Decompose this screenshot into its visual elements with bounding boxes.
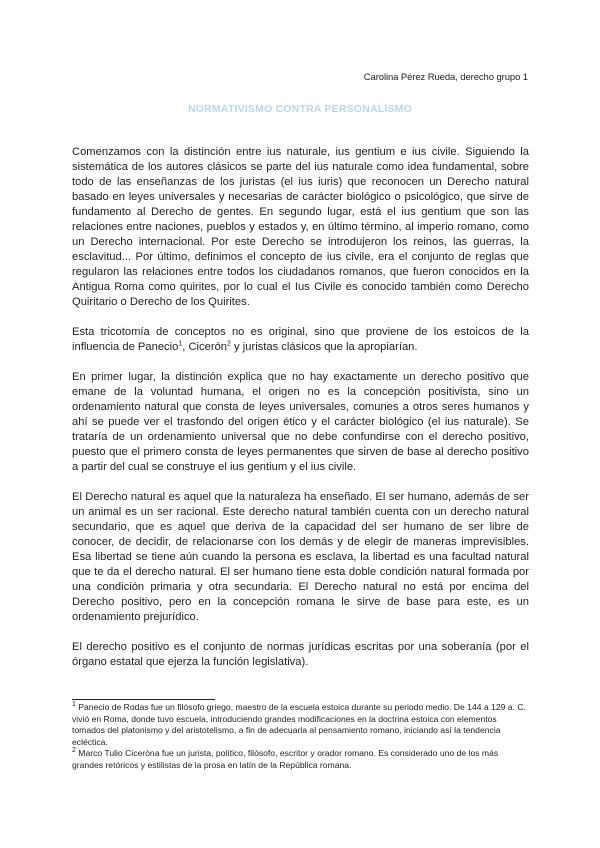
author-header: Carolina Pérez Rueda, derecho grupo 1 [363,72,528,83]
footnotes [72,702,529,772]
paragraph-4: El Derecho natural es aquel que la naturaleza ha enseñado. El ser humano, además de ser un animal es un ser racional. Este derecho natural también cuenta con un derecho natural secundario, que es aquel que deriva de la capacidad del ser humano de ser libre de conocer, de decidir, de relacionarse con los demás y de elegir de maneras imprevisibles. Esa libertad se tiene aún cuando la persona es esclava, la libertad es una facultad natural que te da el derecho natural. El ser humano tiene esta doble condición natural formada por una condición primaria y otra secundaria. El Derecho natural no está por encima del Derecho positivo, pero en la concepción romana le sirve de base para este, es un ordenamiento prejurídico. [72,491,529,623]
footnote-marker-2: 2 [72,747,76,755]
footnote-divider [72,699,215,700]
paragraph-2-text-a: Esta tricotomía de conceptos no es original, sino que proviene de los estoicos de la influencia de Panecio [72,326,529,353]
paragraph-1: Comenzamos con la distinción entre ius naturale, ius gentium e ius civile. Siguiendo la sistemática de los autores clásicos se parte del ius naturale como idea fundamental, sobre todo de las enseñanzas de los juristas (el ius iuris) que reconocen un Derecho natural basado en leyes universales y necesarias de carácter biológico o psicológico, que sirve de fundamento al Derecho de gentes. En segundo lugar, está el ius gentium que son las relaciones entre naciones, pueblos y estados y, en último término, al imperio romano, como un Derecho internacional. Por este Derecho se introdujeron los reinos, las guerras, la esclavitud... Por último, definimos el concepto de ius civile, era el conjunto de reglas que regularon las relaciones entre todos los ciudadanos romanos, que fueron conocidos en la Antigua Roma como quirites, por lo cual el Ius Civile es conocido también como Derecho Quiritario o Derecho de los Quirites. [72,146,529,308]
paragraph-2-text-c: y juristas clásicos que la apropiarían. [230,341,418,353]
footnote-ref-1[interactable]: 1 [178,340,183,348]
document-title: NORMATIVISMO CONTRA PERSONALISMO [188,103,412,115]
footnote-2-text: Marco Tulio Cicerónа fue un jurista, político, filósofo, escritor y orador romano. Es considerado uno de los más grandes retóricos y estilistas de la prosa en latín de la República romana. [72,748,499,770]
footnote-1 [72,702,529,748]
footnote-marker-1: 1 [72,701,76,709]
footnote-ref-2[interactable]: 2 [227,340,231,348]
document-body [72,145,529,685]
footnote-1-text: Panecio de Rodas fue un filósofo griego, maestro de la escuela estoica durante su periodo medio. De 144 a 129 a. C. vivió en Roma, donde tuvo escuela, introduciendo grandes modificaciones en la doctrina estoica con elementos tomados del platonismo y del aristotelismo, a fin de adecuarla al pensamiento romano, iniciando así la tendencia ecléctica. [72,702,526,747]
paragraph-2 [72,325,529,355]
paragraph-2-text-b: , Cicerón [182,341,228,353]
footnote-2 [72,748,529,771]
paragraph-5: El derecho positivo es el conjunto de normas jurídicas escritas por una soberanía (por el órgano estatal que ejerza la función legislativa). [72,641,529,668]
paragraph-3: En primer lugar, la distinción explica que no hay exactamente un derecho positivo que emane de la voluntad humana, el origen no es la concepción positivista, sino un ordenamiento natural que consta de leyes universales, comunes a otros seres humanos y ahí se puede ver el trasfondo del origen ético y el carácter biológico (el ius naturale). Se trataría de un ordenamiento universal que no debe confundirse con el derecho positivo, puesto que el primero consta de leyes permanentes que sirven de base al derecho positivo a partir del cual se construye el ius gentium y el ius civile. [72,371,529,473]
